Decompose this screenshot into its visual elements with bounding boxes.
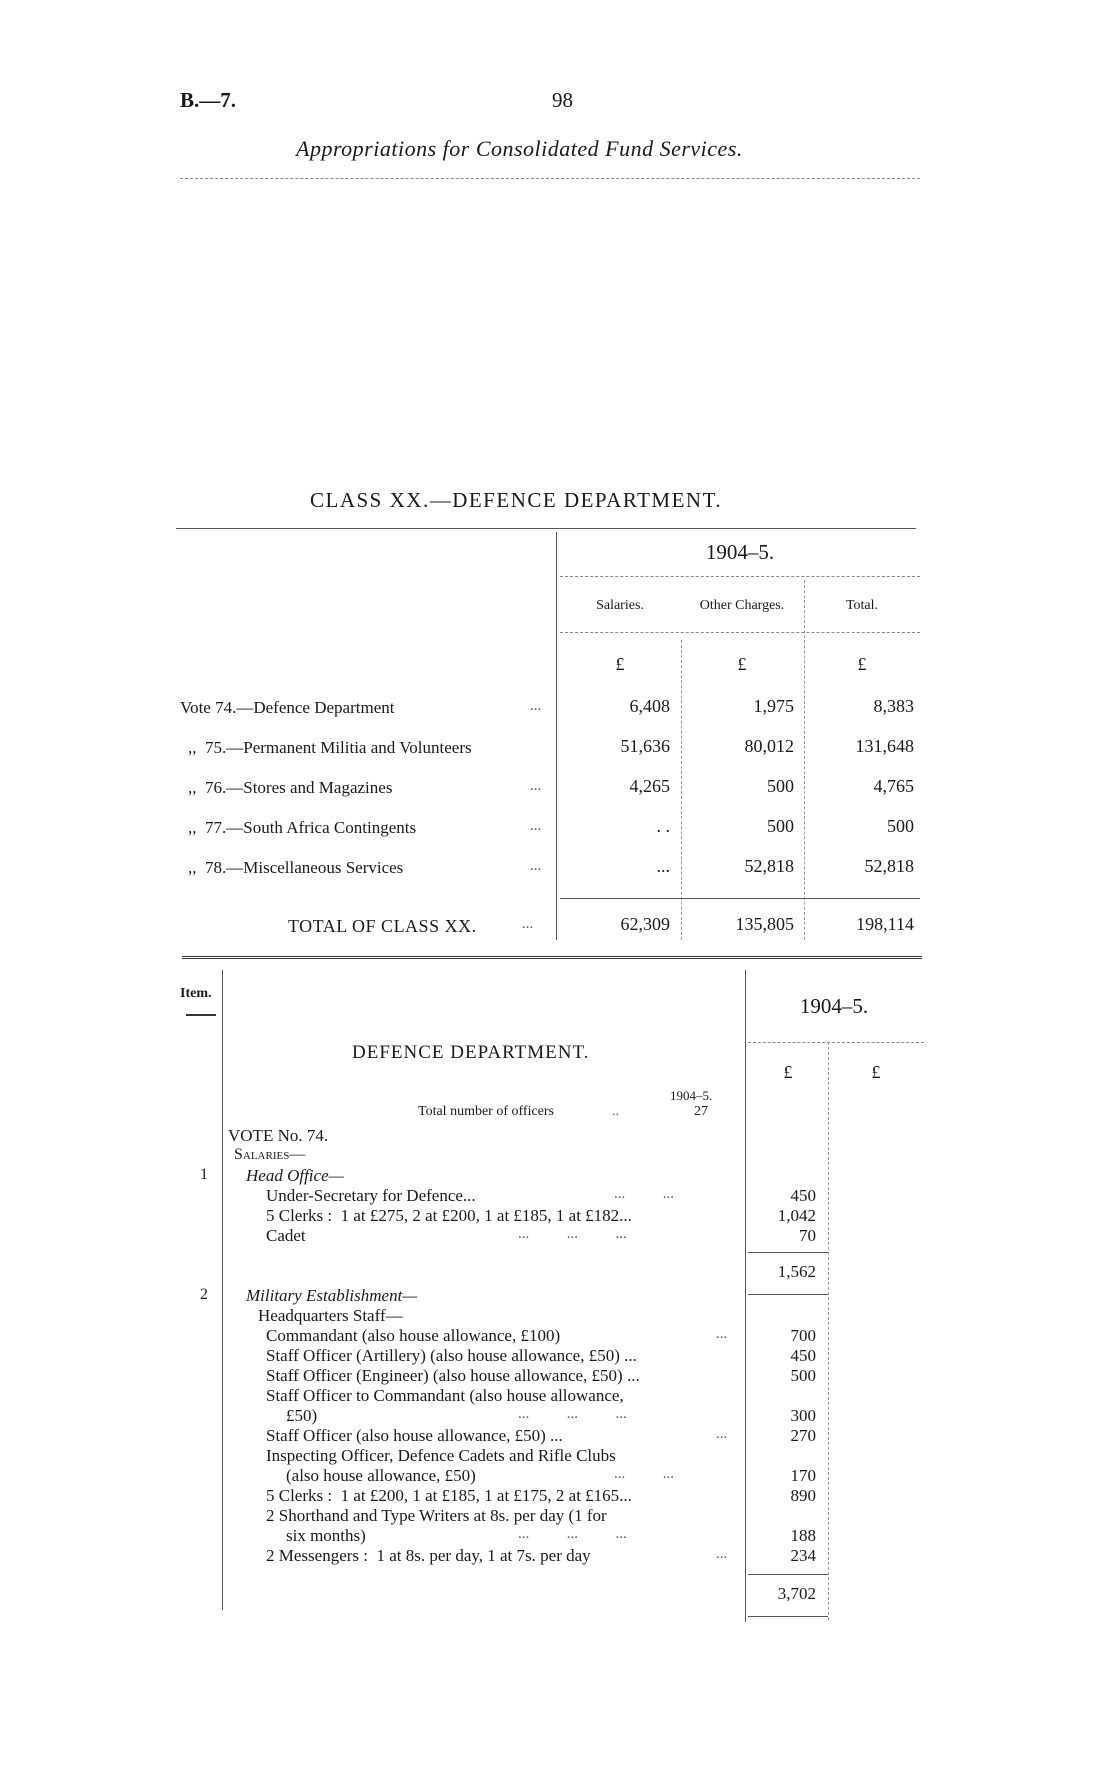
headquarters-subheading: Headquarters Staff—	[258, 1306, 403, 1325]
department-title: DEFENCE DEPARTMENT.	[352, 1042, 590, 1063]
currency-other: £	[737, 654, 747, 674]
line-amount: 700	[790, 1326, 816, 1345]
line-text: £50)	[286, 1406, 318, 1425]
line-text: 5 Clerks : 1 at £200, 1 at £185, 1 at £175, 2 at £165...	[266, 1486, 632, 1505]
line-leader: ... ...	[614, 1186, 674, 1202]
item-number-2: 2	[200, 1286, 208, 1303]
line-text: Staff Officer to Commandant (also house allowance,	[266, 1386, 624, 1405]
line-leader: ... ... ...	[518, 1526, 627, 1542]
line-amount: 234	[790, 1546, 816, 1565]
officers-leader: ..	[612, 1104, 619, 1119]
line-amount: 270	[790, 1426, 816, 1445]
head-office-subtotal-underline	[748, 1294, 828, 1295]
line-amount: 450	[790, 1186, 816, 1205]
header-rule	[180, 178, 920, 179]
line-amount: 300	[790, 1406, 816, 1425]
total-label: TOTAL OF CLASS XX.	[288, 916, 477, 936]
row-other: 80,012	[744, 736, 794, 756]
row-total: 500	[887, 816, 914, 836]
row-salaries: ...	[656, 856, 670, 876]
row-salaries: 51,636	[620, 736, 670, 756]
col-divider-2	[804, 580, 805, 940]
officers-label: Total number of officers	[418, 1104, 554, 1119]
line-amount: 450	[790, 1346, 816, 1365]
col-head-salaries: Salaries.	[596, 598, 644, 613]
item-number-1: 1	[200, 1166, 208, 1183]
detail-currency-1: £	[783, 1062, 793, 1082]
head-office-subtotal-rule	[748, 1252, 828, 1253]
military-subtotal: 3,702	[777, 1584, 816, 1603]
line-text: Staff Officer (Artillery) (also house allowance, £50) ...	[266, 1346, 637, 1365]
class-top-rule	[176, 528, 916, 529]
col-head-total: Total.	[845, 598, 879, 613]
currency-salaries: £	[615, 654, 625, 674]
row-leader: ...	[530, 818, 542, 834]
line-text: Inspecting Officer, Defence Cadets and Rifle Clubs	[266, 1446, 616, 1465]
row-other: 500	[767, 816, 794, 836]
line-leader: ...	[716, 1546, 728, 1562]
total-salaries: 62,309	[620, 914, 670, 934]
currency-total: £	[857, 654, 867, 674]
detail-currency-2: £	[871, 1062, 881, 1082]
military-subtotal-underline	[748, 1616, 828, 1617]
line-text: Staff Officer (also house allowance, £50) ...	[266, 1426, 563, 1445]
item-column-divider	[222, 970, 223, 1610]
row-leader: ...	[530, 858, 542, 874]
row-other: 52,818	[744, 856, 794, 876]
line-text: Cadet	[266, 1226, 306, 1245]
item-header-underline	[186, 1014, 216, 1016]
amount-column-divider	[745, 970, 746, 1622]
total-leader: ...	[522, 916, 534, 932]
row-label: ,, 78.—Miscellaneous Services	[188, 858, 404, 877]
running-title: Appropriations for Consolidated Fund Services.	[296, 136, 743, 161]
line-text: (also house allowance, £50)	[286, 1466, 476, 1485]
military-subtotal-rule	[748, 1574, 828, 1575]
line-amount: 500	[790, 1366, 816, 1385]
officers-year: 1904–5.	[670, 1088, 713, 1103]
summary-year-heading: 1904–5.	[705, 540, 775, 564]
line-text: 2 Shorthand and Type Writers at 8s. per day (1 for	[266, 1506, 607, 1525]
total-other: 135,805	[735, 914, 794, 934]
officers-count: 27	[694, 1104, 708, 1119]
line-text: Staff Officer (Engineer) (also house allowance, £50) ...	[266, 1366, 640, 1385]
row-other: 1,975	[753, 696, 794, 716]
line-amount: 170	[790, 1466, 816, 1485]
row-total: 4,765	[873, 776, 914, 796]
summary-label-divider	[556, 532, 557, 940]
total-total: 198,114	[856, 914, 914, 934]
line-text: Under-Secretary for Defence...	[266, 1186, 476, 1205]
line-amount: 890	[790, 1486, 816, 1505]
col-head-rule	[560, 632, 920, 633]
line-leader: ... ... ...	[518, 1226, 627, 1242]
detail-year-rule	[748, 1042, 924, 1043]
line-amount: 70	[799, 1226, 816, 1245]
col-head-other-charges: Other Charges.	[699, 598, 785, 613]
row-label: ,, 76.—Stores and Magazines	[188, 778, 393, 797]
row-total: 8,383	[873, 696, 914, 716]
line-text: six months)	[286, 1526, 366, 1545]
summary-total-rule	[560, 898, 920, 899]
row-salaries: 6,408	[629, 696, 670, 716]
vote-title: VOTE No. 74.	[228, 1126, 329, 1145]
head-office-subtotal: 1,562	[777, 1262, 816, 1281]
page-number: 98	[552, 88, 573, 112]
row-total: 131,648	[855, 736, 914, 756]
line-text: 2 Messengers : 1 at 8s. per day, 1 at 7s. per day	[266, 1546, 591, 1565]
line-amount: 1,042	[777, 1206, 816, 1225]
row-total: 52,818	[864, 856, 914, 876]
summary-bottom-rule	[182, 956, 922, 959]
summary-year-rule	[560, 576, 920, 577]
line-leader: ...	[716, 1426, 728, 1442]
row-leader: ...	[530, 778, 542, 794]
military-heading: Military Establishment—	[246, 1286, 418, 1305]
line-leader: ... ... ...	[518, 1406, 627, 1422]
salaries-heading: Salaries—	[234, 1146, 306, 1163]
row-label: ,, 75.—Permanent Militia and Volunteers	[188, 738, 472, 757]
head-office-heading: Head Office—	[246, 1166, 344, 1185]
line-text: Commandant (also house allowance, £100)	[266, 1326, 561, 1345]
line-leader: ...	[716, 1326, 728, 1342]
item-column-header: Item.	[180, 986, 212, 1001]
line-text: 5 Clerks : 1 at £275, 2 at £200, 1 at £185, 1 at £182...	[266, 1206, 632, 1225]
class-title: CLASS XX.—DEFENCE DEPARTMENT.	[310, 488, 723, 512]
row-salaries: 4,265	[629, 776, 670, 796]
row-label: Vote 74.—Defence Department	[180, 698, 395, 717]
amount-inner-divider	[828, 1042, 829, 1620]
line-amount: 188	[790, 1526, 816, 1545]
row-label: ,, 77.—South Africa Contingents	[188, 818, 417, 837]
page-reference: B.—7.	[180, 88, 237, 112]
line-leader: ... ...	[614, 1466, 674, 1482]
row-leader: ...	[530, 698, 542, 714]
row-other: 500	[767, 776, 794, 796]
row-salaries: . .	[656, 816, 670, 836]
detail-year-heading: 1904–5.	[799, 994, 869, 1018]
